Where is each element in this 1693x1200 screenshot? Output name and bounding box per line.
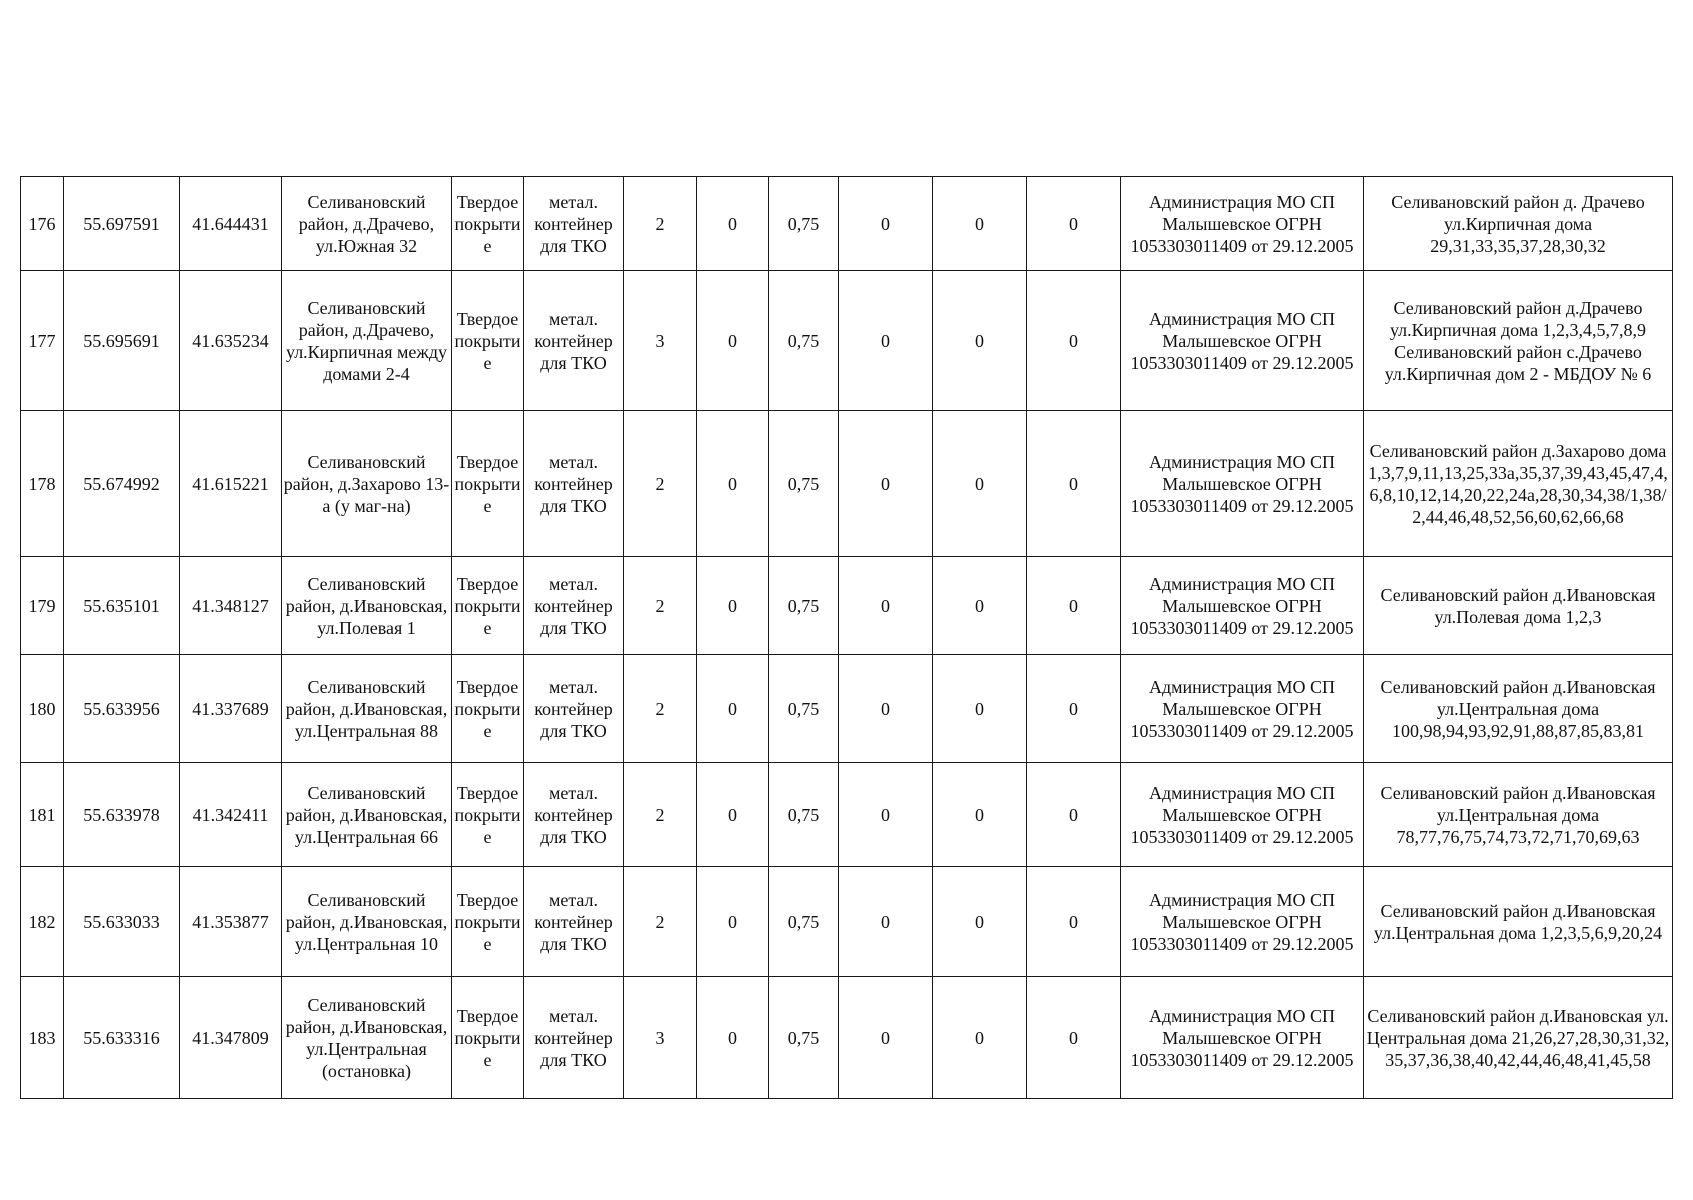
cell-served-objects: Селивановский район д.Ивановская ул.Центральная дома 21,26,27,28,30,31,32,35,37,36,38,40,42,44,46,48,41,45,58: [1364, 977, 1673, 1099]
cell-volume: 0,75: [769, 763, 839, 867]
cell-col-6: 0: [697, 763, 769, 867]
cell-col-6: 0: [697, 271, 769, 411]
cell-container-count: 2: [624, 655, 697, 763]
cell-col-8: 0: [839, 977, 933, 1099]
cell-col-6: 0: [697, 867, 769, 977]
table-row: [21, 557, 1673, 655]
cell-number: 181: [21, 763, 64, 867]
cell-served-objects: Селивановский район д. Драчево ул.Кирпичная дома 29,31,33,35,37,28,30,32: [1364, 177, 1673, 271]
cell-location: Селивановский район, д.Драчево, ул.Южная 32: [282, 177, 452, 271]
cell-col-9: 0: [933, 557, 1027, 655]
cell-col-8: 0: [839, 411, 933, 557]
cell-location: Селивановский район, д.Ивановская, ул.Центральная 10: [282, 867, 452, 977]
cell-volume: 0,75: [769, 655, 839, 763]
cell-col-10: 0: [1027, 411, 1121, 557]
cell-location: Селивановский район, д.Драчево, ул.Кирпичная между домами 2-4: [282, 271, 452, 411]
cell-col-9: 0: [933, 411, 1027, 557]
cell-longitude: 41.337689: [180, 655, 282, 763]
table-row: [21, 177, 1673, 271]
cell-container-type: метал. контейнер для ТКО: [524, 655, 624, 763]
cell-col-9: 0: [933, 867, 1027, 977]
cell-surface: Твердое покрытие: [452, 557, 524, 655]
cell-col-10: 0: [1027, 977, 1121, 1099]
cell-number: 176: [21, 177, 64, 271]
cell-volume: 0,75: [769, 411, 839, 557]
cell-volume: 0,75: [769, 177, 839, 271]
cell-container-type: метал. контейнер для ТКО: [524, 763, 624, 867]
cell-latitude: 55.697591: [64, 177, 180, 271]
cell-volume: 0,75: [769, 867, 839, 977]
cell-longitude: 41.635234: [180, 271, 282, 411]
cell-surface: Твердое покрытие: [452, 763, 524, 867]
cell-number: 183: [21, 977, 64, 1099]
cell-location: Селивановский район, д.Захарово 13-а (у маг-на): [282, 411, 452, 557]
table-row: [21, 411, 1673, 557]
table-body: [21, 177, 1673, 1099]
cell-col-10: 0: [1027, 867, 1121, 977]
cell-container-count: 3: [624, 977, 697, 1099]
cell-col-10: 0: [1027, 557, 1121, 655]
cell-owner: Администрация МО СП Малышевское ОГРН 1053303011409 от 29.12.2005: [1121, 271, 1364, 411]
cell-owner: Администрация МО СП Малышевское ОГРН 1053303011409 от 29.12.2005: [1121, 867, 1364, 977]
cell-owner: Администрация МО СП Малышевское ОГРН 1053303011409 от 29.12.2005: [1121, 977, 1364, 1099]
cell-col-6: 0: [697, 977, 769, 1099]
cell-served-objects: Селивановский район д.Ивановская ул.Центральная дома 100,98,94,93,92,91,88,87,85,83,81: [1364, 655, 1673, 763]
cell-col-10: 0: [1027, 271, 1121, 411]
container-sites-table: [20, 176, 1673, 1099]
cell-served-objects: Селивановский район д.Ивановская ул.Полевая дома 1,2,3: [1364, 557, 1673, 655]
cell-col-9: 0: [933, 977, 1027, 1099]
cell-surface: Твердое покрытие: [452, 271, 524, 411]
cell-col-10: 0: [1027, 177, 1121, 271]
cell-col-6: 0: [697, 411, 769, 557]
cell-container-type: метал. контейнер для ТКО: [524, 411, 624, 557]
cell-owner: Администрация МО СП Малышевское ОГРН 1053303011409 от 29.12.2005: [1121, 655, 1364, 763]
cell-longitude: 41.348127: [180, 557, 282, 655]
cell-col-10: 0: [1027, 655, 1121, 763]
cell-col-6: 0: [697, 655, 769, 763]
table-row: [21, 271, 1673, 411]
cell-owner: Администрация МО СП Малышевское ОГРН 1053303011409 от 29.12.2005: [1121, 763, 1364, 867]
cell-col-9: 0: [933, 655, 1027, 763]
cell-owner: Администрация МО СП Малышевское ОГРН 1053303011409 от 29.12.2005: [1121, 177, 1364, 271]
cell-served-objects: Селивановский район д.Захарово дома 1,3,7,9,11,13,25,33а,35,37,39,43,45,47,4,6,8,10,12,14,20,22,24а,28,30,34,38/1,38/2,44,46,48,52,56,60,62,66,68: [1364, 411, 1673, 557]
cell-latitude: 55.633978: [64, 763, 180, 867]
cell-longitude: 41.644431: [180, 177, 282, 271]
cell-longitude: 41.353877: [180, 867, 282, 977]
cell-surface: Твердое покрытие: [452, 867, 524, 977]
cell-latitude: 55.633956: [64, 655, 180, 763]
cell-container-type: метал. контейнер для ТКО: [524, 557, 624, 655]
cell-col-6: 0: [697, 177, 769, 271]
table-row: [21, 655, 1673, 763]
cell-number: 179: [21, 557, 64, 655]
table-row: [21, 867, 1673, 977]
cell-col-8: 0: [839, 867, 933, 977]
cell-location: Селивановский район, д.Ивановская, ул.Центральная (остановка): [282, 977, 452, 1099]
cell-surface: Твердое покрытие: [452, 177, 524, 271]
cell-number: 177: [21, 271, 64, 411]
cell-volume: 0,75: [769, 977, 839, 1099]
cell-latitude: 55.635101: [64, 557, 180, 655]
cell-longitude: 41.347809: [180, 977, 282, 1099]
cell-latitude: 55.674992: [64, 411, 180, 557]
cell-number: 182: [21, 867, 64, 977]
cell-volume: 0,75: [769, 557, 839, 655]
cell-owner: Администрация МО СП Малышевское ОГРН 1053303011409 от 29.12.2005: [1121, 411, 1364, 557]
cell-longitude: 41.615221: [180, 411, 282, 557]
cell-served-objects: Селивановский район д.Ивановская ул.Центральная дома 1,2,3,5,6,9,20,24: [1364, 867, 1673, 977]
cell-container-type: метал. контейнер для ТКО: [524, 177, 624, 271]
cell-container-type: метал. контейнер для ТКО: [524, 271, 624, 411]
cell-container-count: 2: [624, 557, 697, 655]
cell-container-count: 2: [624, 763, 697, 867]
cell-col-8: 0: [839, 763, 933, 867]
cell-location: Селивановский район, д.Ивановская, ул.Центральная 88: [282, 655, 452, 763]
cell-latitude: 55.633033: [64, 867, 180, 977]
cell-surface: Твердое покрытие: [452, 655, 524, 763]
cell-number: 180: [21, 655, 64, 763]
cell-owner: Администрация МО СП Малышевское ОГРН 1053303011409 от 29.12.2005: [1121, 557, 1364, 655]
cell-col-9: 0: [933, 177, 1027, 271]
cell-col-9: 0: [933, 763, 1027, 867]
cell-latitude: 55.633316: [64, 977, 180, 1099]
cell-col-8: 0: [839, 655, 933, 763]
cell-container-count: 2: [624, 177, 697, 271]
cell-col-9: 0: [933, 271, 1027, 411]
cell-volume: 0,75: [769, 271, 839, 411]
cell-latitude: 55.695691: [64, 271, 180, 411]
cell-location: Селивановский район, д.Ивановская, ул.Полевая 1: [282, 557, 452, 655]
cell-col-8: 0: [839, 177, 933, 271]
cell-container-count: 2: [624, 411, 697, 557]
cell-served-objects: Селивановский район д.Драчево ул.Кирпичная дома 1,2,3,4,5,7,8,9 Селивановский район с.Драчево ул.Кирпичная дом 2 - МБДОУ № 6: [1364, 271, 1673, 411]
cell-longitude: 41.342411: [180, 763, 282, 867]
table-row: [21, 763, 1673, 867]
cell-container-type: метал. контейнер для ТКО: [524, 977, 624, 1099]
cell-col-8: 0: [839, 271, 933, 411]
table-row: [21, 977, 1673, 1099]
cell-location: Селивановский район, д.Ивановская, ул.Центральная 66: [282, 763, 452, 867]
cell-col-8: 0: [839, 557, 933, 655]
cell-container-count: 2: [624, 867, 697, 977]
cell-container-count: 3: [624, 271, 697, 411]
cell-container-type: метал. контейнер для ТКО: [524, 867, 624, 977]
cell-col-10: 0: [1027, 763, 1121, 867]
cell-surface: Твердое покрытие: [452, 977, 524, 1099]
cell-served-objects: Селивановский район д.Ивановская ул.Центральная дома 78,77,76,75,74,73,72,71,70,69,63: [1364, 763, 1673, 867]
cell-surface: Твердое покрытие: [452, 411, 524, 557]
cell-number: 178: [21, 411, 64, 557]
cell-col-6: 0: [697, 557, 769, 655]
